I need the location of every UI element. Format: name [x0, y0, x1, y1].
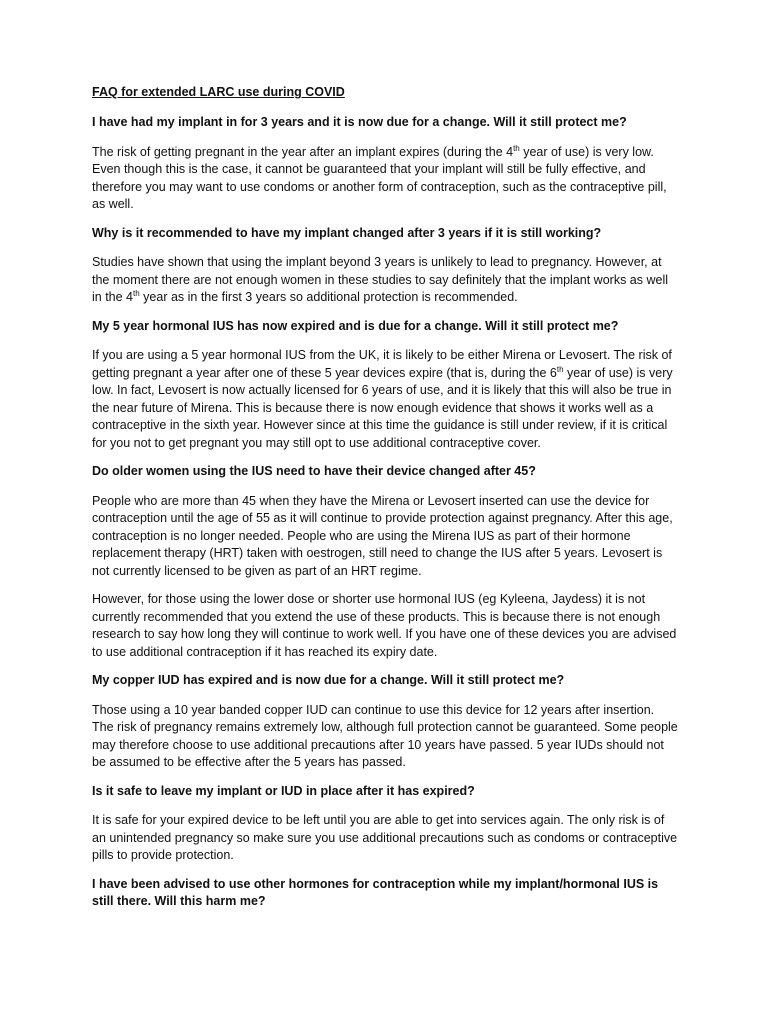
- answer-text: year of use) is very low. In fact, Levosert is now actually licensed for 6 years of use, and it is likely that this will also be true in the near future of Mirena. This is because there is now enough evidence that shows it works well as a contraceptive in the sixth year. However since at this time the guidance is still under review, if it is critical for you not to get pregnant you may still opt to use additional contraceptive cover.: [92, 365, 673, 450]
- answer-text: Studies have shown that using the implant beyond 3 years is unlikely to lead to pregnancy. However, at the moment there are not enough women in these studies to say definitely that the implant works as well in the 4: [92, 255, 669, 304]
- faq-question: My 5 year hormonal IUS has now expired and is due for a change. Will it still protect me?: [92, 318, 619, 333]
- faq-question: I have been advised to use other hormones for contraception while my implant/hormonal IUS is still there. Will this harm me?: [92, 876, 659, 908]
- answer-text: year as in the first 3 years so additional protection is recommended.: [139, 290, 518, 304]
- faq-answer: [92, 254, 678, 307]
- faq-answer: [92, 347, 678, 452]
- faq-answer: [92, 702, 678, 772]
- answer-text: People who are more than 45 when they have the Mirena or Levosert inserted can use the device for contraception until the age of 55 as it will continue to provide protection against pregnancy. After this age, contraception is no longer needed. People who are using the Mirena IUS as part of their hormone replacement therapy (HRT) taken with oestrogen, still need to change the IUS after 5 years. Levosert is not currently licensed to be given as part of an HRT regime.: [92, 493, 673, 578]
- ordinal-superscript: th: [133, 288, 140, 298]
- answer-text: It is safe for your expired device to be left until you are able to get into services again. The only risk is of an unintended pregnancy so make sure you use additional precautions such as condoms or contraceptive pills to provide protection.: [92, 813, 678, 862]
- ordinal-superscript: th: [556, 364, 564, 374]
- answer-text: year of use) is very low. Even though this is the case, it cannot be guaranteed that your implant will still be fully effective, and therefore you may want to use condoms or another form of contraception, such as the contraceptive pill, as well.: [92, 144, 667, 211]
- answer-text: If you are using a 5 year hormonal IUS from the UK, it is likely to be either Mirena or Levosert. The risk of getting pregnant a year after one of these 5 year devices expire (that is, during the 6: [92, 348, 672, 380]
- faq-list: [92, 114, 678, 911]
- faq-question: I have had my implant in for 3 years and it is now due for a change. Will it still protect me?: [92, 115, 627, 129]
- answer-text: However, for those using the lower dose or shorter use hormonal IUS (eg Kyleena, Jaydess) it is not currently recommended that you extend the use of these products. This is because there is not enough research to say how long they will continue to work well. If you have one of these devices you are advised to use additional contraception if it has reached its expiry date.: [92, 592, 677, 659]
- faq-answer: [92, 812, 678, 865]
- faq-question: My copper IUD has expired and is now due for a change. Will it still protect me?: [92, 673, 565, 687]
- faq-question: Is it safe to leave my implant or IUD in place after it has expired?: [92, 783, 475, 798]
- faq-answer: [92, 591, 678, 661]
- faq-answer: [92, 493, 678, 581]
- faq-question: Do older women using the IUS need to have their device changed after 45?: [92, 464, 536, 478]
- document-page: [92, 84, 678, 923]
- ordinal-superscript: th: [513, 143, 520, 153]
- answer-text: The risk of getting pregnant in the year after an implant expires (during the 4: [92, 144, 514, 159]
- document-title: FAQ for extended LARC use during COVID: [92, 85, 345, 99]
- faq-answer: [92, 144, 678, 214]
- answer-text: Those using a 10 year banded copper IUD can continue to use this device for 12 years after insertion. The risk of pregnancy remains extremely low, although full protection cannot be guaranteed. Some people may therefore choose to use additional precautions after 10 years have passed. 5 year IUDs should not be assumed to be effective after the 5 years has passed.: [92, 702, 678, 769]
- faq-question: Why is it recommended to have my implant changed after 3 years if it is still working?: [92, 225, 602, 240]
